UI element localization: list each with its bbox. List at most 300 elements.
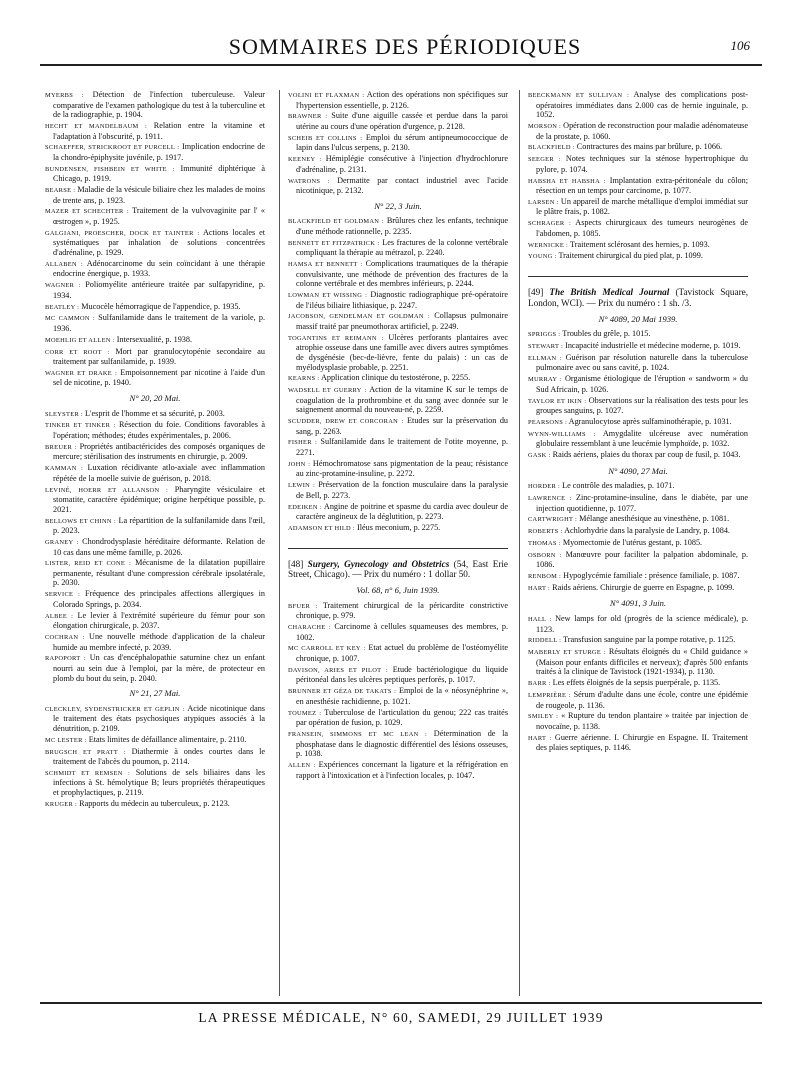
abstract-text: Implantation extra-péritonéale du côlon; résection en un temps pour carcinome, p. 1077. [536, 175, 749, 196]
author-names: BEECKMANN ET SULLIVAN : [528, 92, 630, 99]
journal-details: (Tavistock Square, London, WCI). — Prix du numéro : 1 sh. /3. [528, 287, 748, 308]
author-names: WAGNER : [45, 282, 81, 290]
abstract-text: Intersexualité, p. 1938. [116, 334, 193, 344]
author-names: BLACKFIELD ET GOLDMAN : [288, 218, 384, 226]
abstract-entry [288, 290, 508, 310]
abstract-entry [288, 643, 508, 663]
abstract-entry [288, 90, 508, 110]
author-names: TOGANTINS ET REIMANN : [288, 334, 384, 342]
abstract-entry [528, 218, 748, 238]
author-names: EDEIKEN : [288, 503, 323, 511]
author-names: TINKER ET TINKER : [45, 422, 116, 430]
author-names: JOHN : [288, 460, 311, 468]
abstract-text: Hypoglycémie familiale : présence familiale, p. 1087. [563, 571, 740, 581]
abstract-text: La répartition de la sulfanilamide dans l'œil, p. 2023. [53, 515, 265, 536]
abstract-text: Actions locales et systématiques par inhalation de solutions concentrées d'adrénaline, p. 1929. [53, 227, 265, 258]
abstract-list [45, 90, 265, 388]
abstract-text: Emploi de la « néosynéphrine », en anesthésie rachidienne, p. 1021. [296, 686, 508, 706]
author-names: LARSEN : [528, 198, 559, 206]
abstract-entry [45, 768, 265, 798]
abstract-text: Fréquence des principales affections allergiques in Colorado Springs, p. 2034. [53, 589, 265, 609]
issue-date: N° 4090, 27 Mai. [608, 465, 668, 476]
abstract-entry [45, 747, 265, 767]
author-names: WERNICKE : [528, 241, 569, 249]
issue-date: N° 20, 20 Mai. [129, 393, 181, 404]
author-names: KAMMAN : [45, 465, 84, 473]
abstract-entry [45, 259, 265, 279]
abstract-entry [45, 142, 265, 162]
abstract-text: Diathermie à ondes courtes dans le traitement de l'abcès du poumon, p. 2114. [53, 746, 266, 767]
abstract-entry [288, 216, 508, 236]
author-names: ALBEE : [45, 612, 74, 620]
abstract-text: Emploi du sérum antipneumococcique de lapin dans l'ulcus serpens, p. 2130. [296, 132, 509, 153]
abstract-entry [288, 622, 508, 642]
abstract-entry [528, 240, 748, 251]
abstract-text: Les fractures de la colonne vertébrale compliquant la thérapie au métrazol, p. 2240. [296, 237, 508, 258]
author-names: MC CAMMON : [45, 315, 95, 323]
author-names: SCHEIB ET COLLINS : [288, 134, 363, 142]
issue-date: N° 22, 3 Juin. [374, 200, 422, 211]
abstract-entry [528, 450, 748, 461]
abstract-entry [288, 686, 508, 706]
abstract-text: Un appareil de marche métallique d'emploi immédiat sur le plâtre frais, p. 1082. [536, 196, 748, 217]
author-names: THOMAS : [528, 539, 561, 547]
author-names: STEWART : [528, 342, 564, 350]
author-names: ROBERTS : [528, 528, 563, 536]
abstract-entry [528, 493, 748, 513]
author-names: VOLINI ET FLAXMAN : [288, 92, 365, 99]
journal-number: [48] [288, 558, 304, 569]
abstract-entry [528, 614, 748, 634]
abstract-text: Un cas d'encéphalopathie saturnine chez un enfant nourri au sein due à l'emploi, par la mère, de protecteur en plomb du bout du sein, p. 2040. [53, 653, 266, 683]
abstract-list [288, 601, 508, 780]
abstract-text: Préservation de la fonction musculaire dans la paralysie de Bell, p. 2273. [296, 480, 508, 500]
abstract-entry [45, 206, 265, 226]
abstract-text: Traitement de la vulvovaginite par l' « œstrogen », p. 1925. [53, 206, 265, 227]
abstract-text: Expériences concernant la ligature et la réfrigération en rapport à l'intoxication et à l'infection locales, p. 1047. [296, 759, 508, 780]
author-names: CLECKLEY, SYDENSTRICKER ET GEPLIN : [45, 705, 185, 713]
author-names: WYNN-WILLIAMS : [528, 430, 596, 438]
abstract-text: Carcinome à cellules squameuses des membres, p. 1002. [296, 622, 508, 642]
author-names: FISHER : [288, 439, 318, 447]
author-names: BRUGSCH ET PRATT : [45, 748, 126, 756]
author-names: YOUNG : [528, 253, 557, 261]
abstract-text: Brûlures chez les enfants, technique d'une méthode rationnelle, p. 2235. [296, 216, 508, 236]
author-names: CHARACHE : [288, 624, 331, 632]
abstract-text: Solutions de sels biliaires dans les infections à St. hémolytique B; leurs propriétés thérapeutiques et prophylactiques, p. 2119. [53, 767, 266, 798]
abstract-text: « Rupture du tendon plantaire » traitée par injection de novocaïne, p. 1138. [536, 711, 748, 731]
abstract-text: Mélange anesthésique au vinesthène, p. 1081. [579, 514, 730, 524]
abstract-entry [288, 416, 508, 436]
abstract-entry [528, 417, 748, 428]
abstract-entry [528, 353, 748, 373]
abstract-text: Acide nicotinique dans le traitement des états psychosiques atypiques associés à la dénutrition, p. 2109. [53, 703, 265, 733]
author-names: RIDDELL : [528, 637, 562, 645]
abstract-entry [528, 583, 748, 594]
author-names: MOEHLIG ET ALLEN : [45, 336, 115, 344]
author-names: MC LESTER : [45, 736, 87, 744]
author-names: TOUMEZ : [288, 709, 322, 717]
abstract-entry [528, 733, 748, 753]
journal-heading [528, 287, 748, 309]
abstract-entry [45, 164, 265, 184]
abstract-entry [288, 373, 508, 384]
author-names: WAGNER ET DRAKE : [45, 369, 118, 377]
abstract-entry [288, 708, 508, 728]
abstract-entry [45, 409, 265, 420]
author-names: SMILEY : [528, 713, 559, 721]
abstract-text: Action des opérations non spécifiques sur l'hypertension essentielle, p. 2126. [296, 90, 508, 110]
abstract-text: New lamps for old (progrès de la science médicale), p. 1123. [536, 614, 749, 634]
column-1 [45, 90, 265, 811]
abstract-entry [528, 481, 748, 492]
abstract-text: Myomectomie de l'utérus gestant, p. 1085. [562, 537, 703, 547]
author-names: HALL : [528, 616, 552, 624]
author-names: LEMPRIÈRE : [528, 691, 571, 699]
author-names: ADAMSON ET HILD : [288, 524, 355, 532]
author-names: LOWMAN ET WISSING : [288, 292, 368, 299]
abstract-entry [288, 760, 508, 780]
author-names: GRANEY : [45, 538, 79, 546]
author-names: BENNETT ET FITZPATRICK : [288, 239, 380, 247]
author-names: BRAWNER : [288, 113, 328, 121]
abstract-text: Diagnostic radiographique pré-opératoire de l'iléus biliaire lithiasique, p. 2247. [296, 290, 509, 310]
journal-details: (54, East Erie Street, Chicago). — Prix du numéro : 1 dollar 50. [288, 558, 509, 580]
author-names: TAYLOR ET IKIN : [528, 397, 587, 405]
abstract-text: Sulfanilamide dans le traitement de la variole, p. 1936. [53, 313, 266, 333]
abstract-list [528, 90, 748, 262]
abstract-text: Résultats éloignés du « Child guidance » (Maison pour enfants difficiles et nerveux); d'après 500 enfants traités à la clinique de Tavistock (1921-1934), p. 1130. [536, 647, 748, 677]
abstract-entry [288, 523, 508, 534]
author-names: SCUDDER, DREW ET CORCORAN : [288, 418, 404, 426]
author-names: BELLOWS ET CHINN : [45, 517, 117, 525]
abstract-entry [528, 341, 748, 352]
journal-heading [288, 559, 508, 581]
abstract-entry [528, 396, 748, 416]
author-names: MAZER ET SCHECHTER : [45, 208, 129, 216]
footer-rule [40, 1002, 762, 1004]
author-names: WATRONS : [288, 177, 330, 185]
author-names: MABERLY ET STURGE : [528, 649, 606, 657]
abstract-entry [528, 197, 748, 217]
abstract-entry [288, 502, 508, 522]
abstract-text: Relation entre la vitamine et l'adaptation à l'obscurité, p. 1911. [53, 120, 265, 141]
abstract-entry [45, 735, 265, 746]
abstract-entry [288, 601, 508, 621]
abstract-entry [45, 558, 265, 588]
author-names: CORR ET ROOT : [45, 348, 110, 356]
abstract-text: Résection du foie. Conditions favorables à l'opération; méthodes; études expérimentales, p. 2006. [53, 420, 266, 441]
section-rule [528, 276, 748, 277]
author-names: HECHT ET MANDELBAUM : [45, 122, 148, 130]
abstract-entry [288, 480, 508, 500]
abstract-text: Action de la vitamine K sur le temps de coagulation de la prothrombine et du sang avec donnée sur le saignement anormal du nouveau-né, p. 2259. [296, 385, 508, 415]
abstract-text: Iléus meconium, p. 2275. [356, 522, 441, 532]
author-names: GASK : [528, 452, 551, 460]
abstract-text: Traitement chirurgical du pied plat, p. 1099. [558, 251, 703, 261]
abstract-text: Ulcères perforants plantaires avec atrophie osseuse dans une famille avec divers autres symptômes de dysgénésie (bec-de-lièvre, fente du palais) : un cas de myélodysplasie probable, p. 2251. [296, 332, 509, 372]
abstract-text: Opération de reconstruction pour maladie adénomateuse de la prostate, p. 1060. [536, 120, 749, 141]
author-names: SCHMIDT ET REMSEN : [45, 769, 131, 777]
abstract-entry [45, 653, 265, 683]
abstract-entry [528, 429, 748, 449]
author-names: HAMSA ET BENNETT : [288, 261, 363, 269]
author-names: BEARSE : [45, 187, 76, 195]
abstract-list [528, 614, 748, 753]
abstract-entry [45, 463, 265, 483]
abstract-entry [45, 704, 265, 734]
abstract-text: Etat actuel du problème de l'ostéomyélite chronique, p. 1007. [296, 643, 508, 664]
abstract-entry [528, 690, 748, 710]
abstract-list [528, 329, 748, 460]
abstract-text: Traitement chirurgical de la péricardite constrictive chronique, p. 979. [296, 600, 508, 621]
abstract-text: Notes techniques sur la sténose hypertrophique du pylore, p. 1074. [536, 154, 749, 174]
abstract-text: Maladie de la vésicule biliaire chez les malades de moins de trente ans, p. 1923. [53, 185, 266, 205]
author-names: BLACKFIELD : [528, 144, 575, 152]
section-rule [288, 548, 508, 549]
abstract-text: Amygdalite ulcéreuse avec numération globulaire ressemblant à une leucémie lymphoïde, p. 1032. [536, 428, 748, 449]
journal-title: Surgery, Gynecology and Obstetrics [307, 558, 450, 569]
abstract-text: Luxation récidivante atlo-axiale avec inflammation répétée de la moelle suivie de guérison, p. 2018. [53, 463, 265, 483]
abstract-text: Raids aériens, plaies du thorax par coup de fusil, p. 1043. [552, 450, 741, 460]
abstract-entry [288, 111, 508, 131]
abstract-text: Pharyngite vésiculaire et stomatite, caractère épidémique; origine herpétique possible, p. 2021. [53, 484, 266, 514]
abstract-entry [288, 154, 508, 174]
abstract-entry [45, 632, 265, 652]
abstract-text: Mucocèle hémorragique de l'appendice, p. 1935. [81, 301, 241, 311]
abstract-entry [528, 142, 748, 153]
abstract-text: Guérison par résolution naturelle dans la tuberculose pulmonaire avec ou sans cavité, p. 1024. [536, 352, 748, 373]
abstract-entry [288, 459, 508, 479]
author-names: BRUNNER ET GÉZA DE TAKATS : [288, 688, 397, 696]
abstract-entry [288, 665, 508, 685]
abstract-text: Dermatite par contact industriel avec l'acide nicotinique, p. 2132. [296, 175, 508, 196]
author-names: LEWIN : [288, 482, 316, 490]
abstract-text: Suite d'une aiguille cassée et perdue dans la paroi utérine au cours d'une opération d'urgence, p. 2128. [296, 111, 509, 131]
abstract-entry [288, 311, 508, 331]
abstract-text: Agranulocytose après sulfaminothérapie, p. 1031. [568, 416, 732, 426]
abstract-entry [45, 516, 265, 536]
abstract-text: Traitement sclérosant des hernies, p. 1093. [570, 239, 710, 249]
author-names: LISTER, REID ET CONE : [45, 560, 132, 568]
page-header [40, 34, 770, 62]
abstract-text: Mécanisme de la dilatation pupillaire permanente, résultant d'une compression cérébrale ipsolatérale, p. 2030. [53, 558, 265, 588]
abstract-text: Zinc-protamine-insuline, dans le diabète, par une injection quotidienne, p. 1077. [536, 493, 748, 513]
abstract-entry [45, 442, 265, 462]
abstract-entry [45, 368, 265, 388]
abstract-entry [45, 347, 265, 367]
abstract-entry [528, 374, 748, 394]
abstract-entry [528, 90, 748, 120]
author-names: WADSELL ET GUERRY : [288, 387, 367, 395]
abstract-text: Tuberculose de l'articulation du genou; 222 cas traités par opération de fusion, p. 1029. [296, 707, 508, 728]
abstract-entry [288, 385, 508, 415]
abstract-entry [45, 121, 265, 141]
abstract-entry [45, 335, 265, 346]
abstract-entry [528, 121, 748, 141]
issue-date: N° 4089, 20 Mai 1939. [598, 313, 678, 324]
abstract-entry [288, 729, 508, 759]
abstract-text: Etude bactériologique du liquide péritonéal dans les ulcères peptiques perforés, p. 1017. [296, 664, 508, 685]
abstract-list [45, 704, 265, 810]
author-names: ALLEN : [288, 761, 316, 769]
abstract-text: Sérum d'adulte dans une école, contre une épidémie de rougeole, p. 1136. [536, 689, 748, 710]
abstract-text: Adénocarcinome du sein coïncidant à une thérapie endocrine énergique, p. 1933. [53, 258, 265, 279]
abstract-entry [288, 133, 508, 153]
abstract-entry [45, 537, 265, 557]
abstract-text: Une nouvelle méthode d'application de la chaleur humide au membre infecté, p. 2039. [53, 632, 266, 652]
author-names: HART : [528, 734, 552, 742]
abstract-entry [288, 176, 508, 196]
abstract-text: Collapsus pulmonaire massif traité par pneumothorax artificiel, p. 2249. [296, 311, 509, 331]
abstract-entry [528, 571, 748, 582]
page-footer: LA PRESSE MÉDICALE, N° 60, SAMEDI, 29 JUILLET 1939 [198, 1010, 604, 1025]
author-names: MYERBS : [45, 92, 84, 99]
abstract-text: Complications traumatiques de la thérapie convulsivante, une méthode de prévention des fractures de la colonne vertébrale et des membres inférieurs, p. 2244. [296, 259, 508, 289]
abstract-entry [528, 176, 748, 196]
abstract-text: Aspects chirurgicaux des tumeurs neurogènes de l'abdomen, p. 1085. [536, 218, 748, 238]
author-names: SCHRAGER : [528, 220, 572, 228]
abstract-entry [45, 611, 265, 631]
abstract-text: Incapacité industrielle et médecine moderne, p. 1019. [565, 340, 741, 350]
abstract-text: Détection de l'infection tuberculeuse. Valeur comparative de l'examen pathologique du test à la tuberculine et de la radiographie, p. 1904. [53, 90, 266, 120]
author-names: OSBORN : [528, 551, 562, 559]
author-names: ELLMAN : [528, 354, 562, 362]
abstract-entry [45, 90, 265, 120]
column-divider [519, 90, 520, 996]
issue-date: Vol. 68, n° 6, Juin 1939. [356, 585, 440, 596]
abstract-list [528, 481, 748, 593]
column-divider [279, 90, 280, 996]
author-names: MC CARROLL ET KEY : [288, 645, 366, 653]
abstract-entry [45, 485, 265, 515]
author-names: MURRAY : [528, 376, 562, 384]
abstract-text: Guerre aérienne. I. Chirurgie en Espagne. II. Traitement des plaies septiques, p. 1146. [536, 732, 749, 753]
abstract-entry [528, 154, 748, 174]
header-rule [40, 64, 762, 66]
journal-title: The British Medical Journal [549, 287, 670, 297]
abstract-text: Mort par granulocytopénie secondaire au traitement par sulfanilamide, p. 1939. [53, 346, 266, 367]
abstract-text: Sulfanilamide dans le traitement de l'otite moyenne, p. 2271. [296, 437, 508, 458]
author-names: RENBOM : [528, 573, 562, 581]
author-names: DAVISON, ARIES ET PILOT : [288, 666, 388, 674]
abstract-text: Le contrôle des maladies, p. 1071. [562, 481, 675, 491]
page-title: SOMMAIRES DES PÉRIODIQUES [228, 34, 582, 59]
abstract-text: Etats limites de défaillance alimentaire, p. 2110. [88, 734, 247, 744]
author-names: SPRIGGS : [528, 331, 561, 339]
author-names: BEATLEY : [45, 303, 80, 311]
abstract-text: Hémiplégie consécutive à l'injection d'hydrochlorure d'adrénaline, p. 2131. [296, 154, 509, 174]
abstract-text: Les effets éloignés de la sepsis puerpérale, p. 1135. [552, 678, 721, 688]
abstract-text: Contractures des mains par brûlure, p. 1066. [576, 142, 723, 152]
abstract-entry [528, 514, 748, 525]
abstract-text: Rapports du médecin au tuberculeux, p. 2123. [79, 798, 230, 808]
author-names: FRANSEIN, SIMMONS ET MC LEAN : [288, 730, 428, 738]
abstract-text: Propriétés antibactéricides des composés organiques de mercure; stérilisation des instruments en chirurgie, p. 2009. [53, 441, 266, 462]
author-names: ALLABEN : [45, 260, 84, 268]
abstract-text: L'esprit de l'homme et sa sécurité, p. 2003. [85, 408, 225, 418]
abstract-entry [45, 313, 265, 333]
abstract-text: Analyse des complications post-opératoires immédiates dans 2.000 cas de hernie inguinale, p. 1052. [536, 90, 748, 120]
abstract-entry [528, 711, 748, 731]
abstract-entry [288, 333, 508, 372]
author-names: KEARNS : [288, 375, 320, 383]
author-names: LAWRENCE : [528, 495, 572, 502]
author-names: HART : [528, 584, 551, 592]
abstract-list [288, 216, 508, 533]
abstract-text: Manœuvre pour faciliter la palpation abdominale, p. 1086. [536, 549, 748, 570]
abstract-entry [528, 329, 748, 340]
abstract-entry [288, 238, 508, 258]
abstract-entry [288, 437, 508, 457]
author-names: SLEYSTER : [45, 410, 83, 418]
author-names: BFUER : [288, 602, 318, 610]
abstract-text: Observations sur la réalisation des tests pour les groupes sanguins, p. 1027. [536, 395, 749, 416]
column-3 [528, 90, 748, 754]
abstract-list [288, 90, 508, 196]
journal-number: [49] [528, 287, 544, 297]
abstract-text: Implication endocrine de la chondro-épiphysite juvénile, p. 1917. [53, 142, 265, 162]
author-names: BREUER : [45, 443, 77, 451]
abstract-entry [45, 302, 265, 313]
abstract-entry [528, 526, 748, 537]
abstract-entry [528, 538, 748, 549]
author-names: BUNDENSEN, FISHBEIN ET WHITE : [45, 165, 175, 173]
abstract-entry [528, 251, 748, 262]
abstract-entry [45, 589, 265, 609]
author-names: RAPOPORT : [45, 655, 86, 663]
abstract-text: Transfusion sanguine par la pompe rotative, p. 1125. [563, 635, 736, 645]
abstract-text: Immunité diphtérique à Chicago, p. 1919. [53, 163, 266, 184]
abstract-text: Hémochromatose sans pigmentation de la peau; résistance au zinc-protamine-insuline, p. 2272. [296, 458, 508, 479]
abstract-text: Chondrodysplasie héréditaire déformante. Relation de 10 cas dans une même famille, p. 2026. [53, 536, 265, 557]
abstract-entry [45, 799, 265, 810]
abstract-text: Poliomyélite antérieure traitée par sulfapyridine, p. 1934. [53, 280, 266, 300]
abstract-entry [45, 228, 265, 258]
author-names: KEENEY : [288, 156, 322, 164]
abstract-entry [528, 678, 748, 689]
abstract-text: Application clinique du testostérone, p. 2255. [320, 373, 471, 383]
abstract-text: Détermination de la phosphatase dans le diagnostic différentiel des lésions osseuses, p. 1038. [296, 728, 509, 759]
author-names: MORSON : [528, 122, 562, 130]
author-names: SERVICE : [45, 591, 81, 599]
abstract-text: Troubles du grêle, p. 1015. [562, 329, 651, 339]
author-names: HABSHA ET HABSHA : [528, 177, 606, 185]
issue-date: N° 4091, 3 Juin. [609, 598, 667, 609]
author-names: SCHAEFFER, STRICKROOT ET PURCELL : [45, 144, 180, 152]
issue-date: N° 21, 27 Mai. [129, 688, 181, 699]
abstract-text: Organisme étiologique de l'éruption « sandworm » du Sud Africain, p. 1026. [536, 374, 749, 394]
abstract-entry [528, 635, 748, 646]
author-names: LEVINÉ, HOERR ET ALLANSON : [45, 486, 169, 494]
abstract-text: Etudes sur la préservation du sang, p. 2263. [296, 416, 509, 436]
author-names: GALGIANI, PROESCHER, DOCK ET TAINTER : [45, 229, 200, 237]
author-names: BARR : [528, 680, 551, 688]
abstract-entry [45, 185, 265, 205]
abstract-entry [45, 280, 265, 300]
abstract-entry [528, 647, 748, 677]
author-names: HORDER : [528, 483, 561, 491]
author-names: JACOBSON, GENDELMAN ET GOLDMAN : [288, 313, 430, 321]
abstract-text: Le levier à l'extrémité supérieure du fémur pour son élongation chirurgicale, p. 2037. [53, 610, 265, 631]
page-number: 106 [730, 38, 750, 53]
author-names: KRUGER : [45, 800, 78, 808]
author-names: COCHRAN : [45, 634, 85, 641]
author-names: SEEGER : [528, 156, 561, 164]
abstract-list [45, 409, 265, 684]
column-2 [288, 90, 508, 781]
abstract-text: Empoisonnement par nicotine à l'aide d'un sel de nicotine, p. 1940. [53, 367, 265, 388]
